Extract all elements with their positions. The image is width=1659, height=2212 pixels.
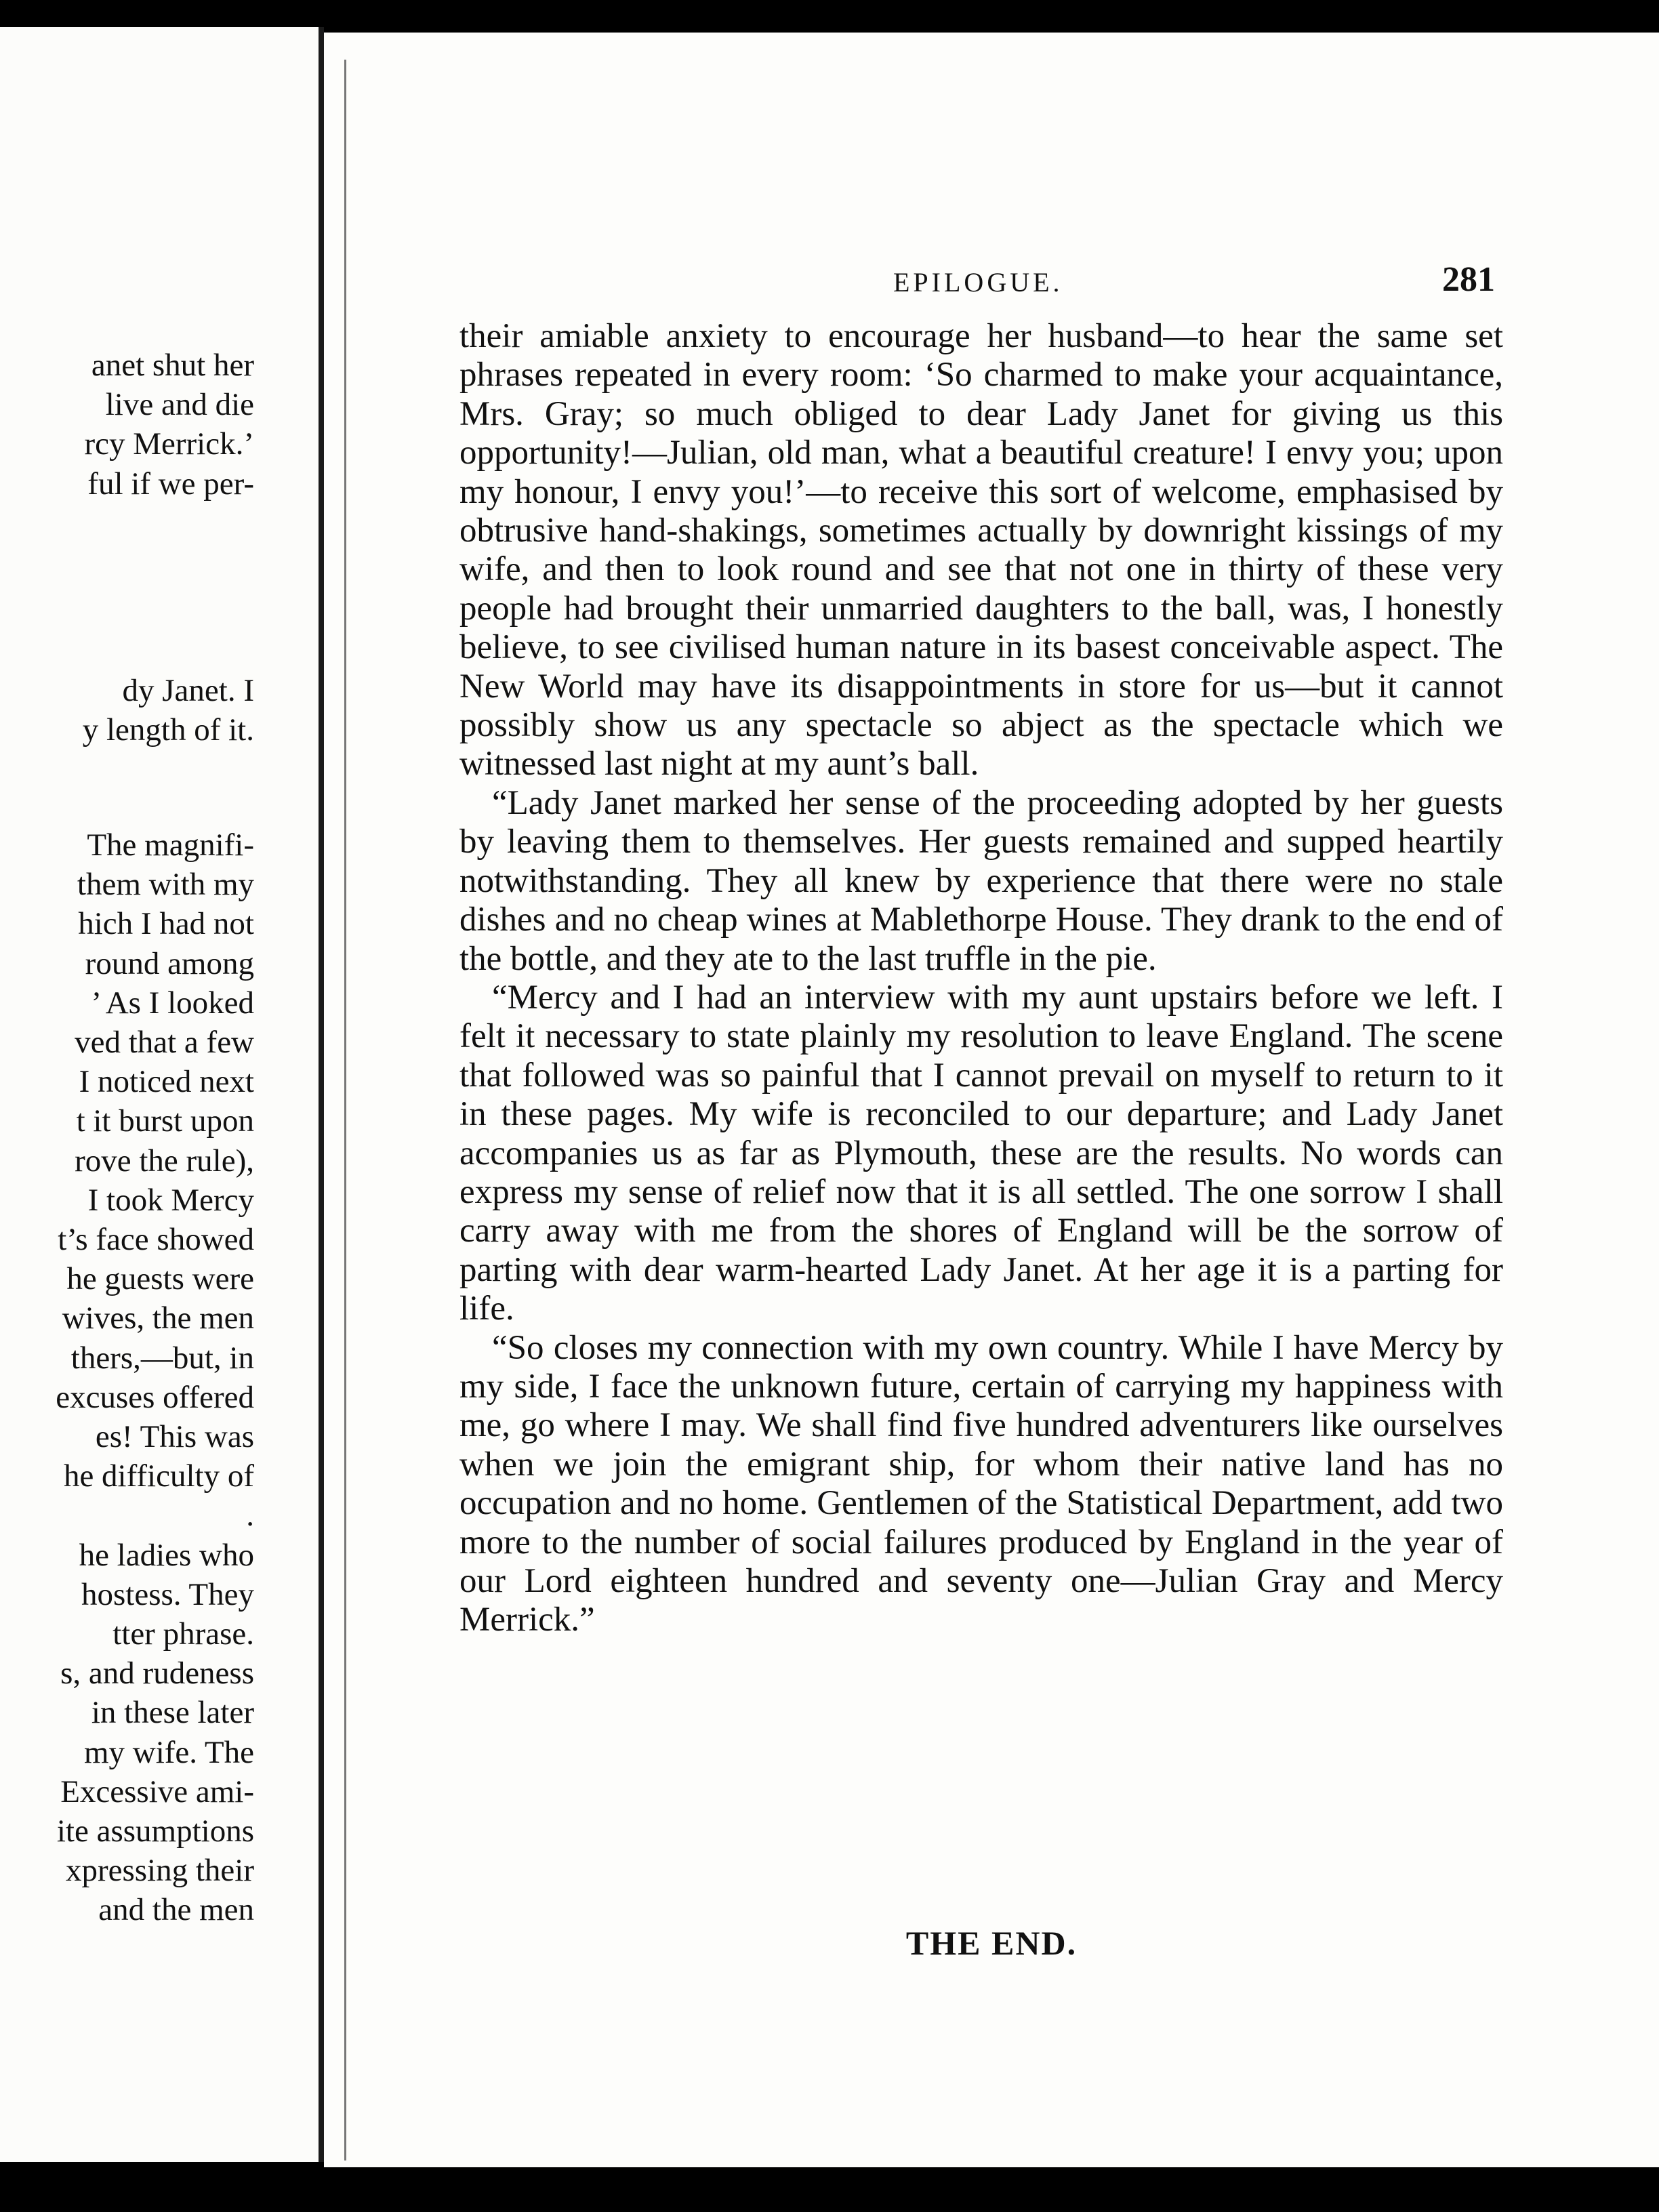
- left-line: hostess. They: [81, 1576, 254, 1612]
- left-line: es! This was: [95, 1419, 254, 1455]
- left-line: t it burst upon: [76, 1103, 254, 1139]
- left-line: he ladies who: [79, 1537, 254, 1573]
- book-gutter: [319, 27, 324, 2162]
- the-end-mark: THE END.: [905, 1924, 1078, 1962]
- left-line: them with my: [77, 867, 254, 903]
- left-line: xpressing their: [65, 1853, 254, 1889]
- left-line: live and die: [105, 387, 254, 423]
- left-line: t’s face showed: [58, 1222, 254, 1258]
- left-line: ite assumptions: [56, 1814, 254, 1849]
- left-line: ful if we per-: [87, 466, 254, 501]
- page-edge-rule: [344, 60, 346, 2160]
- left-line: y length of it.: [82, 712, 254, 748]
- left-line: and the men: [98, 1892, 254, 1928]
- left-page-block-3: [56, 825, 254, 1930]
- running-head: EPILOGUE.: [893, 267, 1063, 298]
- left-line: Excessive ami-: [60, 1774, 254, 1809]
- left-line: rcy Merrick.’: [84, 426, 254, 462]
- left-line: round among: [85, 945, 254, 981]
- left-line: excuses offered: [56, 1379, 254, 1415]
- left-line: hich I had not: [78, 906, 254, 942]
- left-line: ved that a few: [75, 1025, 254, 1061]
- left-page-partial: [0, 27, 319, 2162]
- left-line: rove the rule),: [75, 1143, 254, 1179]
- left-line: anet shut her: [91, 348, 254, 383]
- left-line: ’ As I looked: [91, 985, 254, 1021]
- left-line: dy Janet. I: [122, 673, 254, 708]
- left-line: I noticed next: [79, 1064, 254, 1100]
- left-page-block-2: [83, 671, 254, 750]
- left-page-block-1: [84, 346, 254, 504]
- left-line: he difficulty of: [63, 1458, 254, 1494]
- paragraph: “Mercy and I had an interview with my aunt upstairs before we left. I felt it necessary to state plainly my resolution to leave England. The scene that followed was so painful that I cannot prevail on myself to return to it in these pages. My wife is reconciled to our departure; and Lady Janet accompanies us as far as Plymouth, these are the results. No words can express my sense of relief now that it is all settled. The one sorrow I shall carry away with me from the shores of England will be the sorrow of parting with dear warm-hearted Lady Janet. At her age it is a parting for life.: [459, 978, 1503, 1328]
- left-line: s, and rudeness: [60, 1656, 254, 1692]
- left-line: .: [246, 1498, 254, 1534]
- left-line: in these later: [91, 1695, 254, 1731]
- paragraph: “So closes my connection with my own country. While I have Mercy by my side, I face the unknown future, certain of carrying my happiness with me, go where I may. We shall find five hundred adventurers like ourselves when we join the emigrant ship, for whom their native land has no occupation and no home. Gentlemen of the Statistical Department, add two more to the number of social failures produced by England in the year of our Lord eighteen hundred and seventy one—Julian Gray and Mercy Merrick.”: [459, 1328, 1503, 1639]
- body-text: [459, 317, 1503, 1640]
- right-page: [324, 33, 1659, 2167]
- left-line: thers,—but, in: [70, 1340, 254, 1376]
- left-line: I took Mercy: [87, 1182, 254, 1218]
- left-line: The magnifi-: [87, 827, 254, 863]
- left-line: my wife. The: [83, 1734, 254, 1770]
- paragraph: their amiable anxiety to encourage her husband—to hear the same set phrases repeated in every room: ‘So charmed to make your acquaintance, Mrs. Gray; so much obliged to dear Lady Janet for giving us this opportunity!—Julian, old man, what a beautiful creature! I envy you; upon my honour, I envy you!’—to receive this sort of welcome, emphasised by obtrusive hand-shakings, sometimes actually by downright kissings of my wife, and then to look round and see that not one in thirty of these very people had brought their unmarried daughters to the ball, was, I honestly believe, to see civilised human nature in its basest conceivable aspect. The New World may have its disappointments in store for us—but it cannot possibly show us any spectacle so abject as the spectacle which we witnessed last night at my aunt’s ball.: [459, 317, 1503, 783]
- scan-bottom-border: [0, 2175, 1659, 2212]
- page-number: 281: [1442, 260, 1495, 299]
- left-line: he guests were: [66, 1261, 254, 1297]
- left-line: tter phrase.: [112, 1616, 254, 1652]
- left-line: wives, the men: [62, 1300, 254, 1336]
- paragraph: “Lady Janet marked her sense of the proceeding adopted by her guests by leaving them to themselves. Her guests remained and supped heartily notwithstanding. They all knew by experience that there were no stale dishes and no cheap wines at Mablethorpe House. They drank to the end of the bottle, and they ate to the last truffle in the pie.: [459, 783, 1503, 978]
